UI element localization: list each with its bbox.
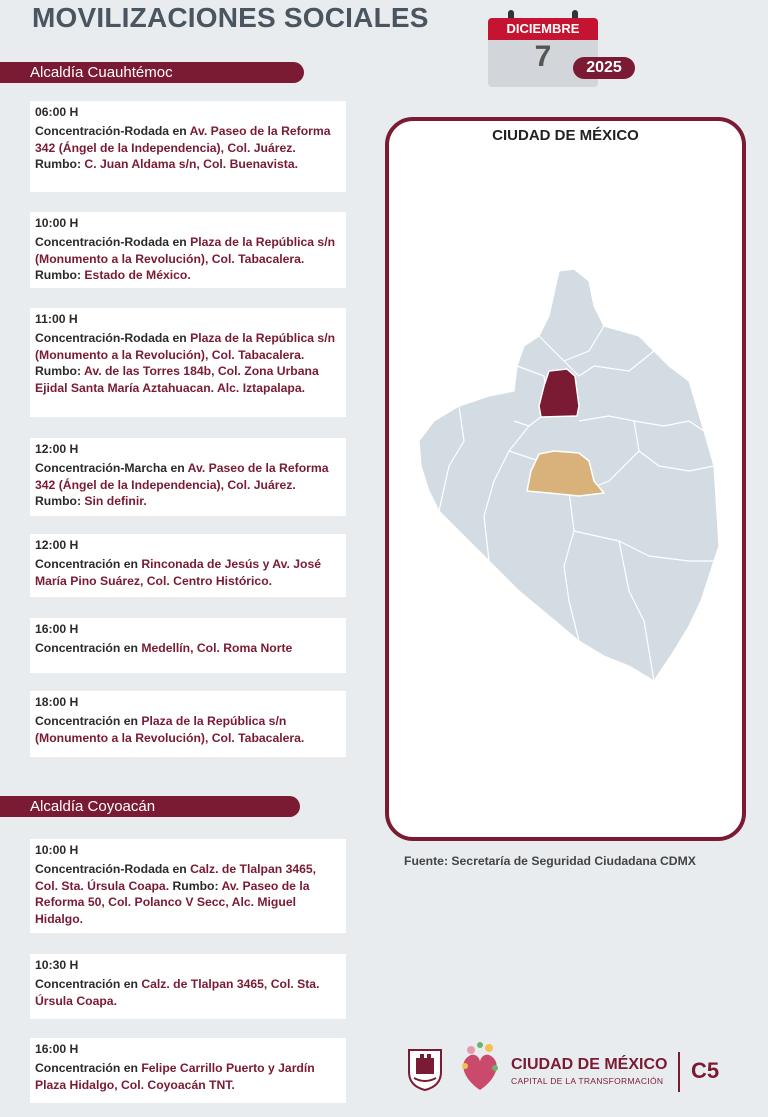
event-time: 10:00 H — [35, 843, 79, 857]
section-header-cuauhtemoc: Alcaldía Cuauhtémoc — [0, 62, 304, 83]
event-card — [30, 618, 346, 673]
event-time: 16:00 H — [35, 622, 79, 636]
event-text: en — [120, 1061, 142, 1075]
event-location: Av. Paseo de la Reforma 342 (Ángel de la Independencia), Col. Juárez. — [35, 124, 331, 155]
event-location: Av. Paseo de la Reforma 342 (Ángel de la Independencia), Col. Juárez. — [35, 461, 329, 492]
map-title: CIUDAD DE MÉXICO — [492, 127, 639, 144]
event-description — [35, 460, 340, 510]
event-description — [35, 1060, 340, 1093]
event-location: Av. Paseo de la Reforma 50, Col. Polanco V Secc, Alc. Miguel Hidalgo. — [35, 878, 310, 926]
event-text: Concentración-Rodada — [35, 235, 170, 249]
event-location: Plaza de la República s/n (Monumento a la Revolución), Col. Tabacalera. — [35, 235, 336, 266]
event-time: 12:00 H — [35, 538, 79, 552]
event-card — [30, 691, 346, 757]
event-text: Rumbo: — [35, 364, 84, 378]
event-card — [30, 954, 346, 1019]
event-card — [30, 1038, 346, 1103]
event-text: en — [169, 862, 191, 876]
event-card — [30, 101, 346, 192]
section-header-coyoacan: Alcaldía Coyoacán — [0, 796, 300, 817]
source-note: Fuente: Secretaría de Seguridad Ciudadana CDMX — [404, 854, 696, 868]
event-location: Calz. de Tlalpan 3465, Col. Sta. Úrsula Coapa. — [35, 977, 320, 1008]
event-location: Medellín, Col. Roma Norte — [141, 641, 293, 655]
event-text: en — [120, 557, 142, 571]
event-time: 06:00 H — [35, 105, 79, 119]
brand-name: CIUDAD DE MÉXICO — [511, 1056, 668, 1073]
event-text: en — [120, 641, 142, 655]
event-location: Av. de las Torres 184b, Col. Zona Urbana Ejidal Santa María Aztahuacan. Alc. Iztapalapa. — [35, 364, 319, 395]
event-card — [30, 839, 346, 933]
event-time: 10:30 H — [35, 958, 79, 972]
calendar-month: DICIEMBRE — [488, 18, 598, 40]
footer-logos — [405, 1040, 735, 1100]
event-text: Concentración-Marcha — [35, 461, 168, 475]
event-text: en — [169, 331, 191, 345]
event-description — [35, 713, 340, 746]
event-card — [30, 212, 346, 288]
event-text: Rumbo: — [169, 878, 222, 893]
event-text: en — [120, 714, 142, 728]
event-time: 11:00 H — [35, 312, 78, 326]
event-text: Concentración-Rodada — [35, 331, 170, 345]
event-description — [35, 976, 340, 1009]
event-description — [35, 861, 340, 927]
event-text: Rumbo: — [35, 494, 85, 508]
event-description — [35, 234, 340, 284]
event-text: Concentración — [35, 714, 121, 728]
event-time: 12:00 H — [35, 442, 79, 456]
event-description — [35, 640, 340, 657]
event-text: Concentración-Rodada — [35, 862, 170, 876]
event-text: Concentración — [35, 641, 121, 655]
event-description — [35, 330, 340, 396]
event-text: en — [120, 977, 142, 991]
event-card — [30, 438, 346, 516]
event-location: Plaza de la República s/n (Monumento a la Revolución), Col. Tabacalera. — [35, 714, 305, 745]
heart-emblem-icon — [457, 1040, 503, 1096]
event-location: Calz. de Tlalpan 3465, Col. Sta. Úrsula Coapa. — [35, 862, 317, 893]
event-description — [35, 123, 340, 173]
event-location: Plaza de la República s/n (Monumento a la Revolución), Col. Tabacalera. — [35, 331, 336, 362]
event-time: 18:00 H — [35, 695, 79, 709]
calendar-year: 2025 — [573, 57, 635, 79]
coat-of-arms-icon — [405, 1046, 445, 1092]
event-location: Estado de México. — [84, 268, 191, 282]
event-text: en — [167, 461, 188, 475]
map-panel — [385, 117, 746, 841]
event-text: en — [169, 235, 191, 249]
event-location: Sin definir. — [84, 494, 147, 508]
event-card — [30, 308, 346, 417]
event-description — [35, 556, 340, 589]
event-location: Felipe Carrillo Puerto y Jardín Plaza Hidalgo, Col. Coyoacán TNT. — [35, 1061, 315, 1092]
event-time: 10:00 H — [35, 216, 79, 230]
event-location: Rinconada de Jesús y Av. José María Pino Suárez, Col. Centro Histórico. — [35, 557, 322, 588]
calendar-day: 7 — [534, 40, 552, 73]
event-text: en — [169, 124, 190, 138]
cdmx-map — [389, 121, 742, 837]
event-card — [30, 534, 346, 597]
event-text: Rumbo: — [35, 268, 85, 282]
event-text: Concentración — [35, 1061, 121, 1075]
event-text: Concentración — [35, 977, 121, 991]
event-text: Concentración-Rodada — [35, 124, 170, 138]
c5-logo: C5 — [691, 1058, 720, 1083]
event-time: 16:00 H — [35, 1042, 79, 1056]
event-text: Rumbo: — [35, 157, 85, 171]
brand-tagline: CAPITAL DE LA TRANSFORMACIÓN — [511, 1076, 664, 1086]
event-location: C. Juan Aldama s/n, Col. Buenavista. — [84, 157, 298, 171]
event-text: Concentración — [35, 557, 121, 571]
page-title: MOVILIZACIONES SOCIALES — [32, 2, 429, 33]
